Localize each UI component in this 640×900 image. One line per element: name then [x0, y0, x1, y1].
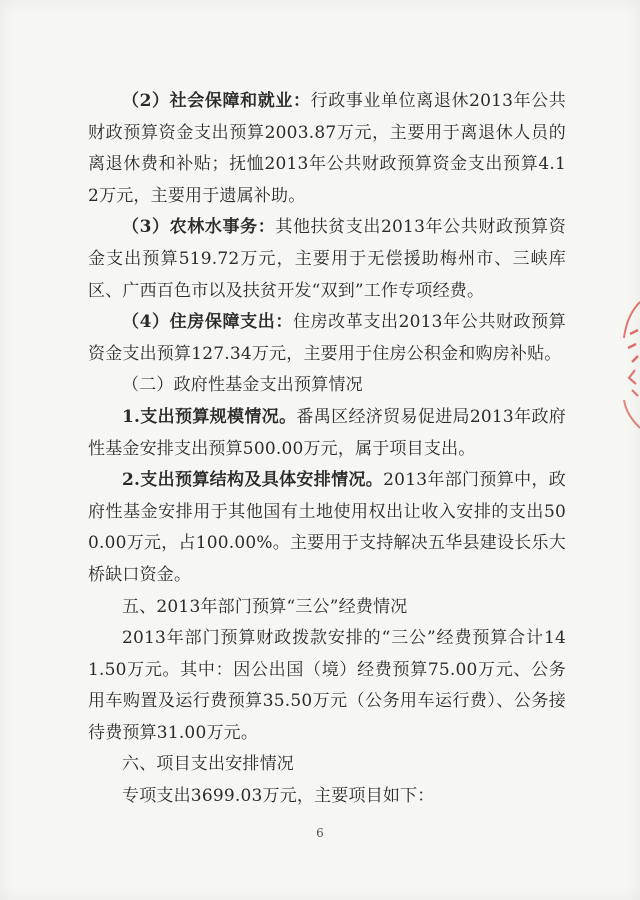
paragraph-text: 住房改革支出2013年公共财政预算资金支出预算127.34万元，主要用于住房公积金和购房补贴。	[88, 312, 566, 364]
red-stamp-fragment	[620, 300, 640, 430]
section-heading-three-public: 五、2013年部门预算“三公”经费情况	[122, 596, 408, 617]
paragraph-social-security	[88, 86, 566, 212]
paragraph-text: 行政事业单位离退休2013年公共财政预算资金支出预算2003.87万元，主要用于离退休人员的离退休费和补贴；抚恤2013年公共财政预算资金支出预算4.12万元，主要用于遗属补助。	[88, 91, 566, 206]
paragraph-three-public-details: 2013年部门预算财政拨款安排的“三公”经费预算合计141.50万元。其中：因公出国（境）经费预算75.00万元、公务用车购置及运行费预算35.50万元（公务用车运行费）、公务接待费预算31.00万元。	[88, 628, 566, 743]
paragraph-lead: 1.支出预算规模情况。	[122, 406, 297, 427]
section-heading-government-fund: （二）政府性基金支出预算情况	[122, 375, 363, 396]
paragraph-text: 番禺区经济贸易促进局2013年政府性基金安排支出预算500.00万元，属于项目支出。	[88, 406, 566, 459]
paragraph-lead: （3）农林水事务：	[122, 217, 276, 238]
paragraph-lead: （4）住房保障支出：	[122, 312, 293, 333]
paragraph-text: 其他扶贫支出2013年公共财政预算资金支出预算519.72万元，主要用于无偿援助梅州市、三峡库区、广西百色市以及扶贫开发“双到”工作专项经费。	[88, 217, 566, 301]
paragraph-lead: 2.支出预算结构及具体安排情况。	[122, 470, 384, 491]
paragraph-project-expenditure: 专项支出3699.03万元，主要项目如下：	[122, 786, 435, 807]
paragraph-agriculture	[88, 212, 566, 307]
paragraph-budget-structure	[88, 465, 566, 591]
paragraph-budget-scale	[88, 402, 566, 465]
paragraph-housing	[88, 307, 566, 370]
paragraph-text: 2013年部门预算中，政府性基金安排用于其他国有土地使用权出让收入安排的支出500.00万元，占100.00%。主要用于支持解决五华县建设长乐大桥缺口资金。	[88, 470, 566, 585]
page-number: 6	[316, 826, 324, 840]
document-body	[88, 86, 566, 813]
paragraph-lead: （2）社会保障和就业：	[122, 91, 311, 111]
section-heading-project-expenditure: 六、项目支出安排情况	[122, 754, 294, 775]
